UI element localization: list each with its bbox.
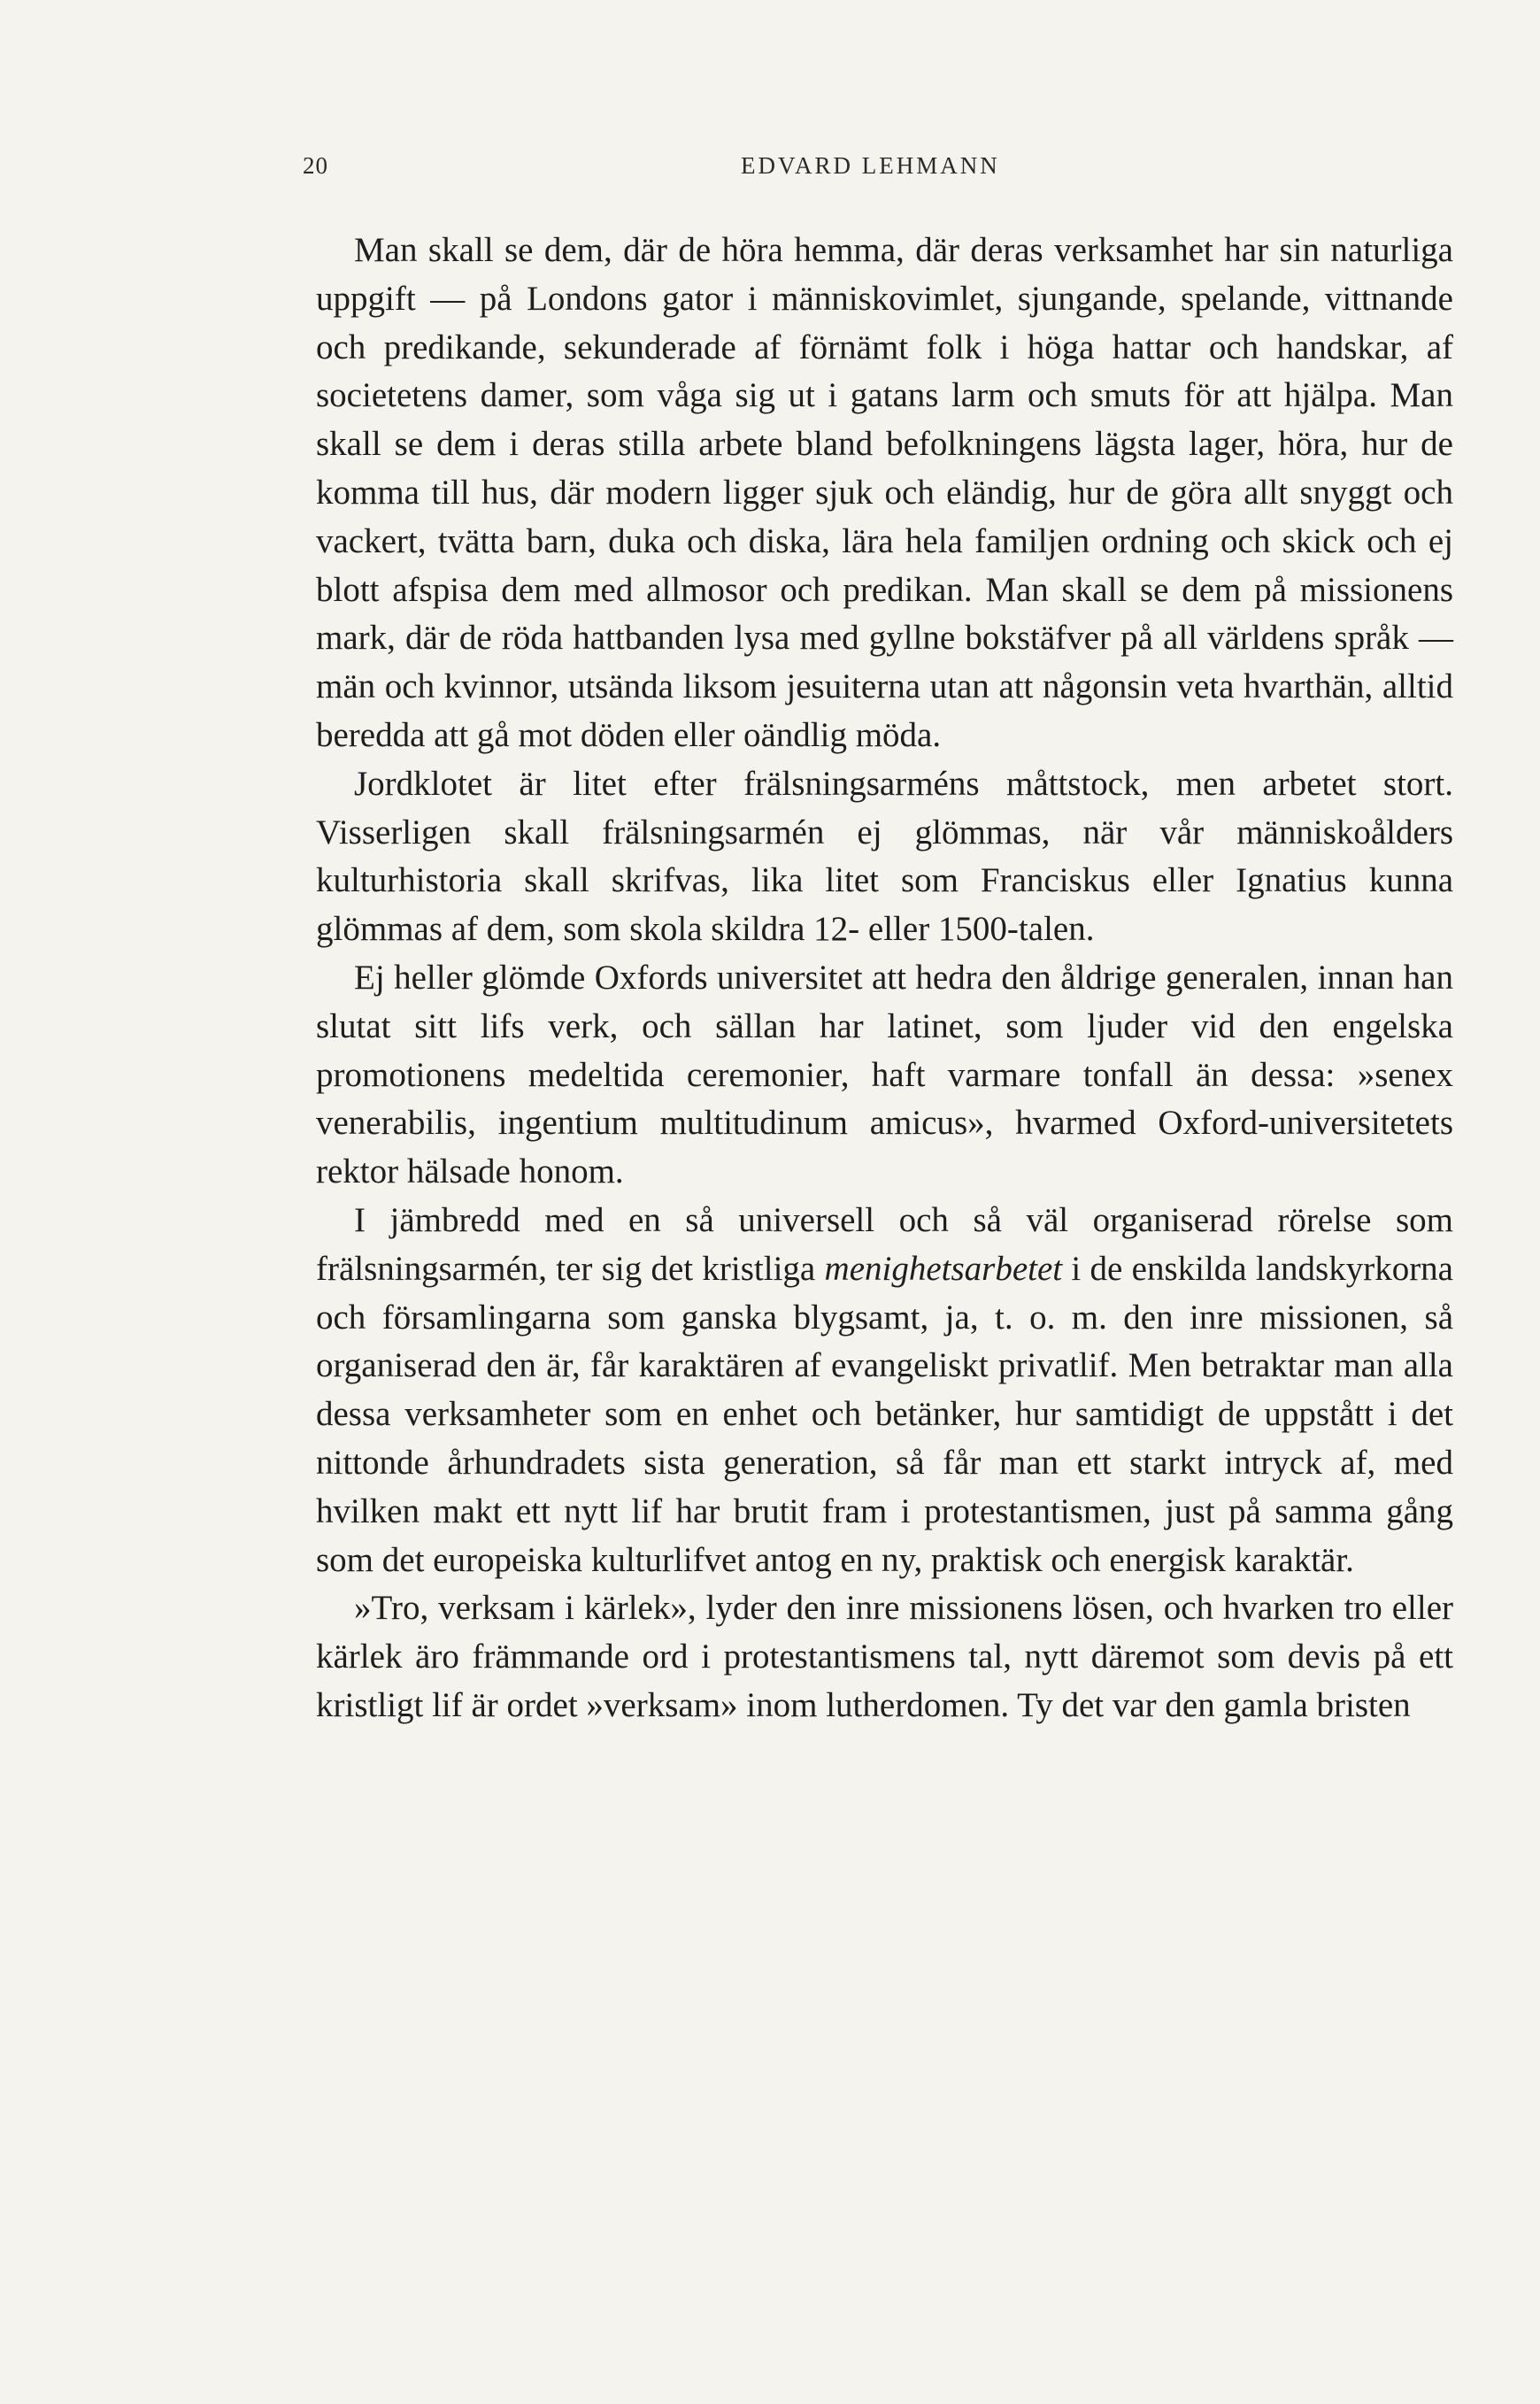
running-head xyxy=(303,152,1453,188)
paragraph-5: »Tro, verksam i kärlek», lyder den inre missionens lösen, och hvarken tro eller kärlek äro främmande ord i protestantismens tal, nytt däremot som devis på ett kristligt lif är ordet »verksam» inom lutherdomen. Ty det var den gamla bristen xyxy=(316,1589,1453,1724)
page-number: 20 xyxy=(303,152,328,179)
paragraph-2: Jordklotet är litet efter frälsningsarméns måttstock, men arbetet stort. Visserligen skall frälsningsarmén ej glömmas, när vår människoålders kulturhistoria skall skrifvas, lika litet som Franciskus eller Ignatius kunna glömmas af dem, som skola skildra 12- eller 1500-talen. xyxy=(316,764,1453,949)
paragraph-4-text-start: I jämbredd med en så universell och så väl organiserad rörelse som frälsningsarmén, ter sig det kristliga xyxy=(316,1200,1453,1288)
body-text xyxy=(316,227,1453,1730)
running-head-author: EDVARD LEHMANN xyxy=(741,152,1000,179)
paragraph-4-italic-term: menighetsarbetet xyxy=(824,1249,1063,1288)
paragraph-4-text-end: i de enskilda landskyrkorna och församlingarna som ganska blygsamt, ja, t. o. m. den inre missionen, så organiserad den är, får karaktären af evangeliskt privatlif. Men betraktar man alla dessa verksamheter som en enhet och betänker, hur samtidigt de uppstått i det nittonde århundradets sista generation, så får man ett starkt intryck af, med hvilken makt ett nytt lif har brutit fram i protestantismen, just på samma gång som det europeiska kulturlifvet antog en ny, praktisk och energisk karaktär. xyxy=(316,1249,1453,1579)
paragraph-1: Man skall se dem, där de höra hemma, där deras verksamhet har sin naturliga uppgift — på Londons gator i människovimlet, sjungande, spelande, vittnande och predikande, sekunderade af förnämt folk i höga hattar och handskar, af societetens damer, som våga sig ut i gatans larm och smuts för att hjälpa. Man skall se dem i deras stilla arbete bland befolkningens lägsta lager, höra, hur de komma till hus, där modern ligger sjuk och eländig, hur de göra allt snyggt och vackert, tvätta barn, duka och diska, lära hela familjen ordning och skick och ej blott afspisa dem med allmosor och predikan. Man skall se dem på missionens mark, där de röda hattbanden lysa med gyllne bokstäfver på all världens språk — män och kvinnor, utsända liksom jesuiterna utan att någonsin veta hvarthän, alltid beredda att gå mot döden eller oändlig möda. xyxy=(316,231,1453,754)
paragraph-4 xyxy=(316,1197,1453,1584)
paragraph-3: Ej heller glömde Oxfords universitet att hedra den åldrige generalen, innan han slutat sitt lifs verk, och sällan har latinet, som ljuder vid den engelska promotionens medeltida ceremonier, haft varmare tonfall än dessa: »senex venerabilis, ingentium multitudinum amicus», hvarmed Oxford-universitetets rektor hälsade honom. xyxy=(316,958,1453,1191)
